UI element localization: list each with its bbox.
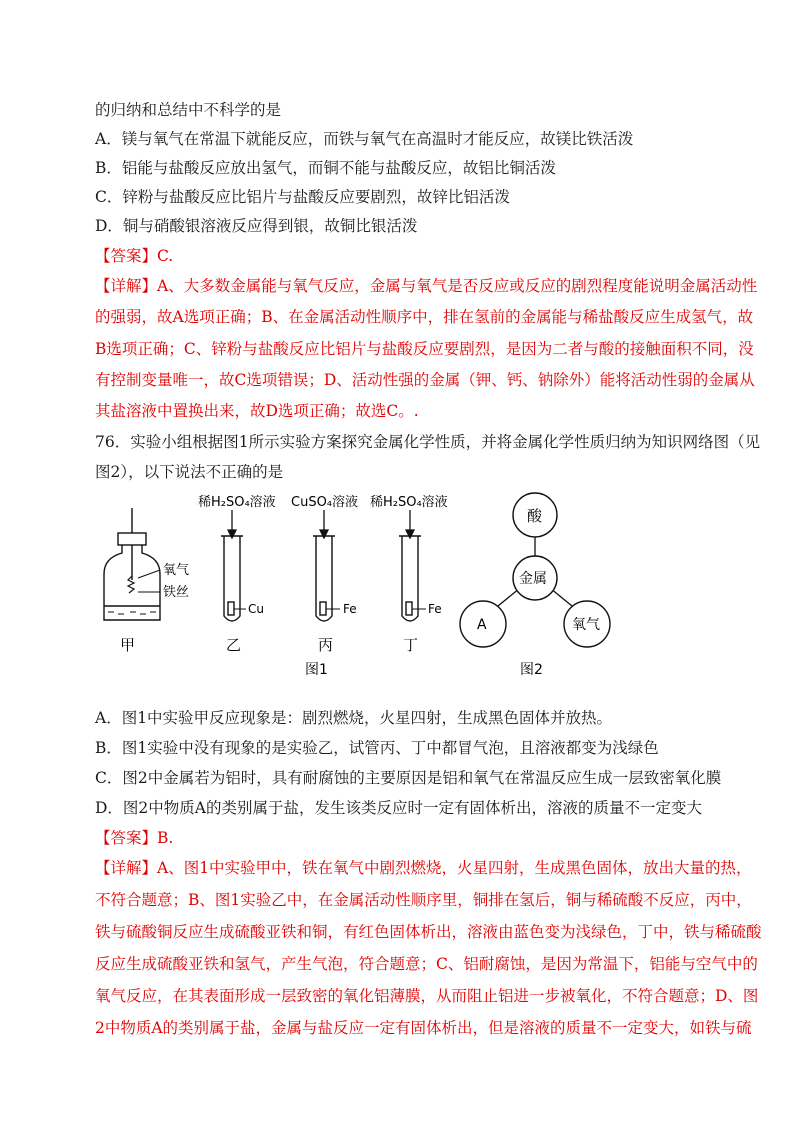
node-label: 酸	[527, 507, 543, 525]
arrow-icon	[228, 510, 236, 538]
node-label: 金属	[519, 571, 547, 587]
test-tube	[399, 536, 426, 621]
q76-option-b: B．图1实验中没有现象的是实验乙，试管丙、丁中都冒气泡，且溶液都变为浅绿色	[95, 739, 659, 757]
test-tube	[313, 536, 340, 621]
q75-explanation-line: 【详解】A、大多数金属能与氧气反应，金属与氧气是否反应或反应的剧烈程度能说明金属活动性	[95, 277, 758, 295]
reagent-label: CuSO₄溶液	[291, 495, 359, 510]
q76-option-a: A．图1中实验甲反应现象是：剧烈燃烧，火星四射，生成黑色固体并放热。	[95, 709, 613, 727]
jar-apparatus	[104, 508, 160, 620]
q76-answer: 【答案】B.	[95, 829, 174, 847]
apparatus-label: 甲	[120, 636, 136, 654]
q76-stem-line: 76．实验小组根据图1所示实验方案探究金属化学性质，并将金属化学性质归纳为知识网络图（见	[95, 433, 761, 451]
metal-label: Fe	[343, 602, 357, 616]
figure-experiments	[80, 488, 720, 688]
reagent-label: 稀H₂SO₄溶液	[370, 495, 448, 510]
q75-answer: 【答案】C.	[95, 247, 174, 265]
metal-label: Cu	[248, 602, 264, 616]
node-label: A	[477, 617, 487, 633]
arrow-icon	[406, 510, 414, 538]
node-label: 氧气	[572, 617, 600, 633]
q75-explanation-line: 有控制变量唯一，故C选项错误；D、活动性强的金属（钾、钙、钠除外）能将活动性弱的金属从	[95, 371, 755, 389]
q76-explanation-line: 【详解】A、图1中实验甲中，铁在氧气中剧烈燃烧，火星四射，生成黑色固体，放出大量的热，	[95, 859, 752, 877]
q75-stem: 的归纳和总结中不科学的是	[95, 101, 282, 119]
arrow-icon	[320, 510, 328, 538]
q76-explanation-line: 铁与硫酸铜反应生成硫酸亚铁和铜，有红色固体析出，溶液由蓝色变为浅绿色，丁中，铁与稀硫酸	[95, 923, 762, 941]
q76-explanation-line: 氧气反应，在其表面形成一层致密的氧化铝薄膜，从而阻止铝进一步被氧化，不符合题意；D、图	[95, 987, 759, 1005]
q75-option-d: D．铜与硝酸银溶液反应得到银，故铜比银活泼	[95, 217, 418, 235]
apparatus-label: 丙	[318, 636, 334, 654]
q75-explanation-line: 的强弱，故A选项正确；B、在金属活动性顺序中，排在氢前的金属能与稀盐酸反应生成氢气，故	[95, 308, 754, 326]
metal-label: Fe	[428, 602, 442, 616]
figure1-caption: 图1	[305, 662, 328, 678]
q76-option-c: C．图2中金属若为铝时，具有耐腐蚀的主要原因是铝和氧气在常温反应生成一层致密氧化膜	[95, 769, 722, 787]
q76-stem-line: 图2），以下说法不正确的是	[95, 463, 284, 481]
q76-explanation-line: 反应生成硫酸亚铁和氢气，产生气泡，符合题意；C、铝耐腐蚀，是因为常温下，铝能与空气中的	[95, 955, 758, 973]
q75-option-a: A．镁与氧气在常温下就能反应，而铁与氧气在高温时才能反应，故镁比铁活泼	[95, 130, 634, 148]
figure2-caption: 图2	[520, 662, 543, 678]
q76-option-d: D．图2中物质A的类别属于盐，发生该类反应时一定有固体析出，溶液的质量不一定变大	[95, 799, 702, 817]
jar-label-oxygen: 氧气	[163, 563, 190, 578]
q75-option-c: C．锌粉与盐酸反应比铝片与盐酸反应要剧烈，故锌比铝活泼	[95, 188, 510, 206]
q75-option-b: B．铝能与盐酸反应放出氢气，而铜不能与盐酸反应，故铝比铜活泼	[95, 159, 556, 177]
q75-explanation-line: B选项正确；C、锌粉与盐酸反应比铝片与盐酸反应要剧烈，是因为二者与酸的接触面积不同，没	[95, 340, 754, 358]
q76-explanation-line: 不符合题意；B、图1实验乙中，在金属活动性顺序里，铜排在氢后，铜与稀硫酸不反应，丙中，	[95, 891, 752, 909]
q75-explanation-line: 其盐溶液中置换出来，故D选项正确；故选C。.	[95, 402, 419, 420]
jar-label-iron-wire: 铁丝	[163, 585, 190, 600]
q76-explanation-line: 2中物质A的类别属于盐，金属与盐反应一定有固体析出，但是溶液的质量不一定变大，如铁与硫	[95, 1019, 752, 1037]
apparatus-label: 乙	[226, 636, 242, 654]
reagent-label: 稀H₂SO₄溶液	[198, 495, 276, 510]
test-tube	[221, 536, 246, 621]
apparatus-label: 丁	[403, 636, 419, 654]
